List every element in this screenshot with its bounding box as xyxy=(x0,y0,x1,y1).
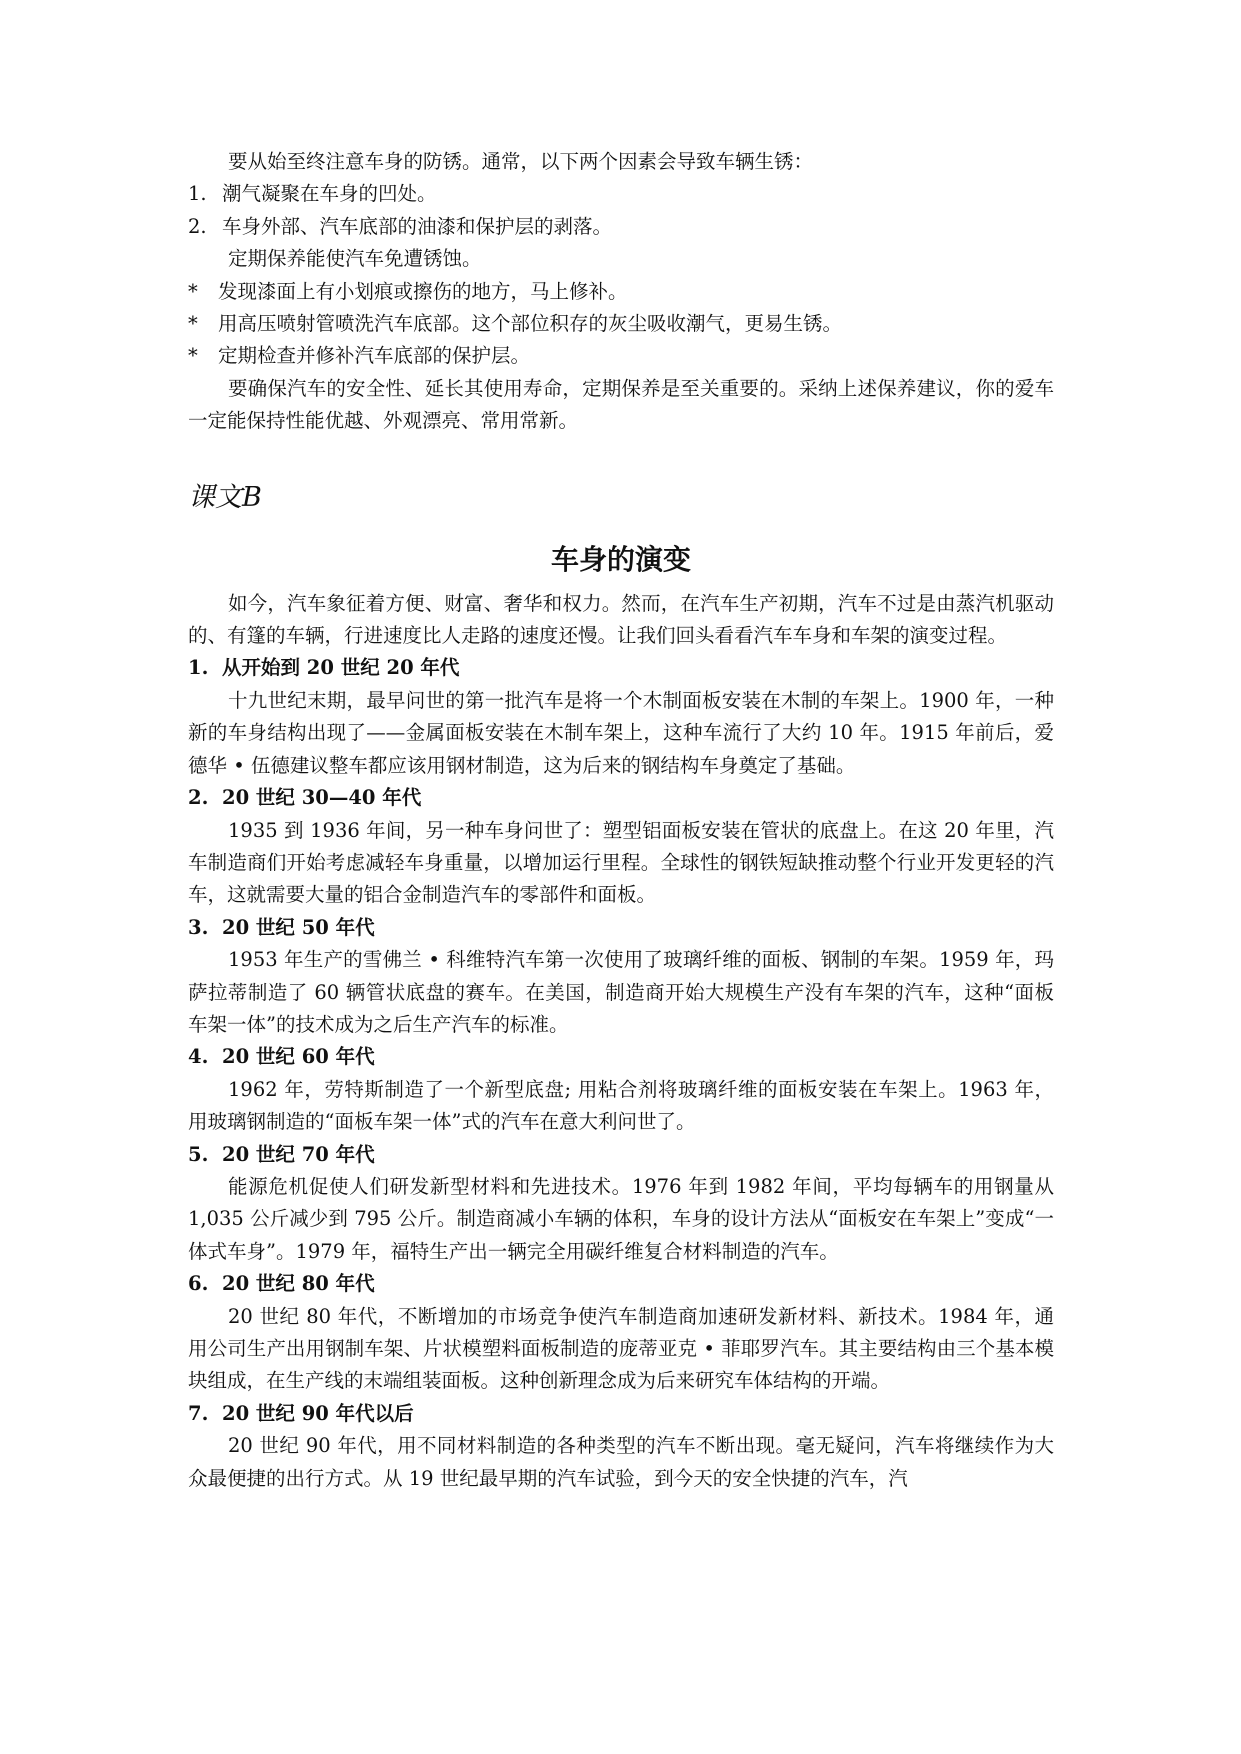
section-body: 1935 到 1936 年间，另一种车身问世了：塑型铝面板安装在管状的底盘上。在这 20 年里，汽车制造商们开始考虑减轻车身重量，以增加运行里程。全球性的钢铁短缺推动整个行业开发更轻的汽车，这就需要大量的铝合金制造汽车的零部件和面板。 xyxy=(188,818,1054,907)
cause-text: 潮气凝聚在车身的凹处。 xyxy=(222,182,437,206)
section-number: 4. xyxy=(188,1045,209,1069)
section-heading-text: 20 世纪 90 年代以后 xyxy=(222,1401,414,1425)
tip-item xyxy=(188,308,1054,340)
section-body: 能源危机促使人们研发新型材料和先进技术。1976 年到 1982 年间，平均每辆车的用钢量从 1,035 公斤减少到 795 公斤。制造商减小车辆的体积，车身的设计方法从“面板安在车架上”变成“一体式车身”。1979 年，福特生产出一辆完全用碳纤维复合材料制造的汽车。 xyxy=(188,1174,1054,1263)
section-heading xyxy=(188,1398,1054,1430)
lead-paragraph: 如今，汽车象征着方便、财富、奢华和权力。然而，在汽车生产初期，汽车不过是由蒸汽机驱动的、有篷的车辆，行进速度比人走路的速度还慢。让我们回头看看汽车车身和车架的演变过程。 xyxy=(188,591,1054,648)
section-number: 3. xyxy=(188,915,209,939)
section-heading-text: 20 世纪 30—40 年代 xyxy=(222,786,422,810)
bullet-mark: * xyxy=(188,279,198,303)
conclusion-paragraph: 要确保汽车的安全性、延长其使用寿命，定期保养是至关重要的。采纳上述保养建议，你的爱车一定能保持性能优越、外观漂亮、常用常新。 xyxy=(188,376,1054,433)
section-heading xyxy=(188,652,1054,684)
cause-number: 1. xyxy=(188,182,207,206)
bullet-mark: * xyxy=(188,312,198,336)
section-body: 20 世纪 80 年代，不断增加的市场竞争使汽车制造商加速研发新材料、新技术。1984 年，通用公司生产出用钢制车架、片状模塑料面板制造的庞蒂亚克 • 菲耶罗汽车。其主要结构由三个基本模块组成，在生产线的末端组装面板。这种创新理念成为后来研究车体结构的开端。 xyxy=(188,1304,1054,1393)
tip-item xyxy=(188,276,1054,308)
section-body: 20 世纪 90 年代，用不同材料制造的各种类型的汽车不断出现。毫无疑问，汽车将继续作为大众最便捷的出行方式。从 19 世纪最早期的汽车试验，到今天的安全快捷的汽车，汽 xyxy=(188,1434,1054,1490)
section-heading xyxy=(188,1139,1054,1171)
section-number: 2. xyxy=(188,786,209,810)
tip-text: 定期检查并修补汽车底部的保护层。 xyxy=(218,344,531,368)
document-page xyxy=(188,146,1054,1495)
section-heading-text: 20 世纪 70 年代 xyxy=(222,1142,375,1166)
section-number: 5. xyxy=(188,1142,209,1166)
article-title: 车身的演变 xyxy=(550,542,691,576)
cause-text: 车身外部、汽车底部的油漆和保护层的剥落。 xyxy=(222,214,613,238)
section-heading-text: 从开始到 20 世纪 20 年代 xyxy=(222,656,460,680)
section-number: 7. xyxy=(188,1401,209,1425)
section-heading xyxy=(188,1268,1054,1300)
maintenance-paragraph: 定期保养能使汽车免遭锈蚀。 xyxy=(228,247,482,271)
section-heading-text: 20 世纪 50 年代 xyxy=(222,915,375,939)
section-number: 6. xyxy=(188,1272,209,1296)
section-body: 1962 年，劳特斯制造了一个新型底盘; 用粘合剂将玻璃纤维的面板安装在车架上。1963 年，用玻璃钢制造的“面板车架一体”式的汽车在意大利问世了。 xyxy=(188,1077,1054,1134)
section-body: 十九世纪末期，最早问世的第一批汽车是将一个木制面板安装在木制的车架上。1900 年，一种新的车身结构出现了——金属面板安装在木制车架上，这种车流行了大约 10 年。1915 年前后，爱德华 • 伍德建议整车都应该用钢材制造，这为后来的钢结构车身奠定了基础。 xyxy=(188,688,1054,777)
section-heading xyxy=(188,1041,1054,1073)
section-heading-text: 20 世纪 60 年代 xyxy=(222,1045,375,1069)
section-body: 1953 年生产的雪佛兰 • 科维特汽车第一次使用了玻璃纤维的面板、钢制的车架。1959 年，玛萨拉蒂制造了 60 辆管状底盘的赛车。在美国，制造商开始大规模生产没有车架的汽车，这种“面板车架一体”的技术成为之后生产汽车的标准。 xyxy=(188,948,1054,1036)
cause-number: 2. xyxy=(188,214,207,238)
section-heading xyxy=(188,782,1054,814)
tip-text: 发现漆面上有小划痕或擦伤的地方，马上修补。 xyxy=(218,279,628,303)
cause-item xyxy=(188,211,1054,243)
section-heading xyxy=(188,912,1054,944)
section-number: 1. xyxy=(188,656,209,680)
tip-item xyxy=(188,340,1054,372)
bullet-mark: * xyxy=(188,344,198,368)
section-heading-text: 20 世纪 80 年代 xyxy=(222,1272,375,1296)
tip-text: 用高压喷射管喷洗汽车底部。这个部位积存的灰尘吸收潮气，更易生锈。 xyxy=(218,312,843,336)
cause-item xyxy=(188,178,1054,210)
intro-paragraph: 要从始至终注意车身的防锈。通常，以下两个因素会导致车辆生锈： xyxy=(228,150,814,173)
lesson-label: 课文B xyxy=(188,481,262,513)
